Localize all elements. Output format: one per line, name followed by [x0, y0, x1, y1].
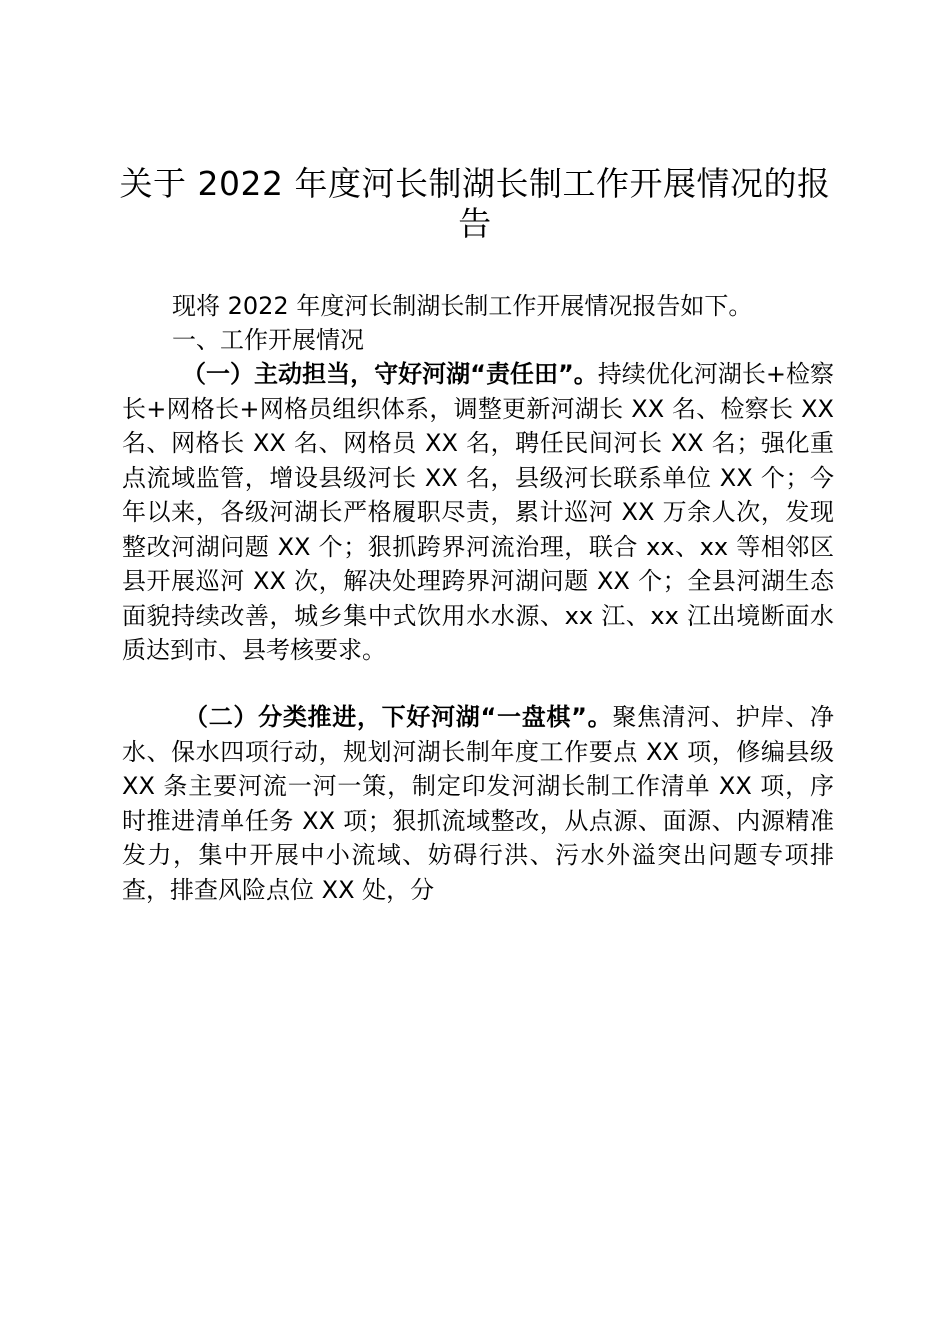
paragraph-2-text: 聚焦清河、护岸、净水、保水四项行动，规划河湖长制年度工作要点 XX 项，修编县级 XX 条主要河流一河一策，制定印发河湖长制工作清单 XX 项，序时推进清单任务 XX 项；狠抓流域整改，从点源、面源、内源精准发力，集中开展中小流域、妨碍行洪、污水外溢突出问题专项排查，排查风险点位 XX 处，分: [122, 703, 835, 904]
intro-paragraph: 现将 2022 年度河长制湖长制工作开展情况报告如下。: [172, 292, 753, 320]
paragraph-1: [122, 357, 834, 668]
paragraph-1-text: 持续优化河湖长+检察长+网格长+网格员组织体系，调整更新河湖长 XX 名、检察长 XX 名、网格长 XX 名、网格员 XX 名，聘任民间河长 XX 名；强化重点流域监管，增设县级河长 XX 名，县级河长联系单位 XX 个；今年以来，各级河湖长严格履职尽责，累计巡河 XX 万余人次，发现整改河湖问题 XX 个；狠抓跨界河流治理，联合 xx、xx 等相邻区县开展巡河 XX 次，解决处理跨界河湖问题 XX 个；全县河湖生态面貌持续改善，城乡集中式饮用水水源、xx 江、xx 江出境断面水质达到市、县考核要求。: [122, 360, 835, 664]
paragraph-2: [122, 700, 834, 907]
section-heading: 一、工作开展情况: [172, 326, 364, 354]
paragraph-2-lead: （二）分类推进，下好河湖“一盘棋”。: [184, 703, 613, 731]
document-title: 关于 2022 年度河长制湖长制工作开展情况的报告: [119, 164, 831, 243]
paragraph-1-lead: （一）主动担当，守好河湖“责任田”。: [182, 360, 598, 388]
